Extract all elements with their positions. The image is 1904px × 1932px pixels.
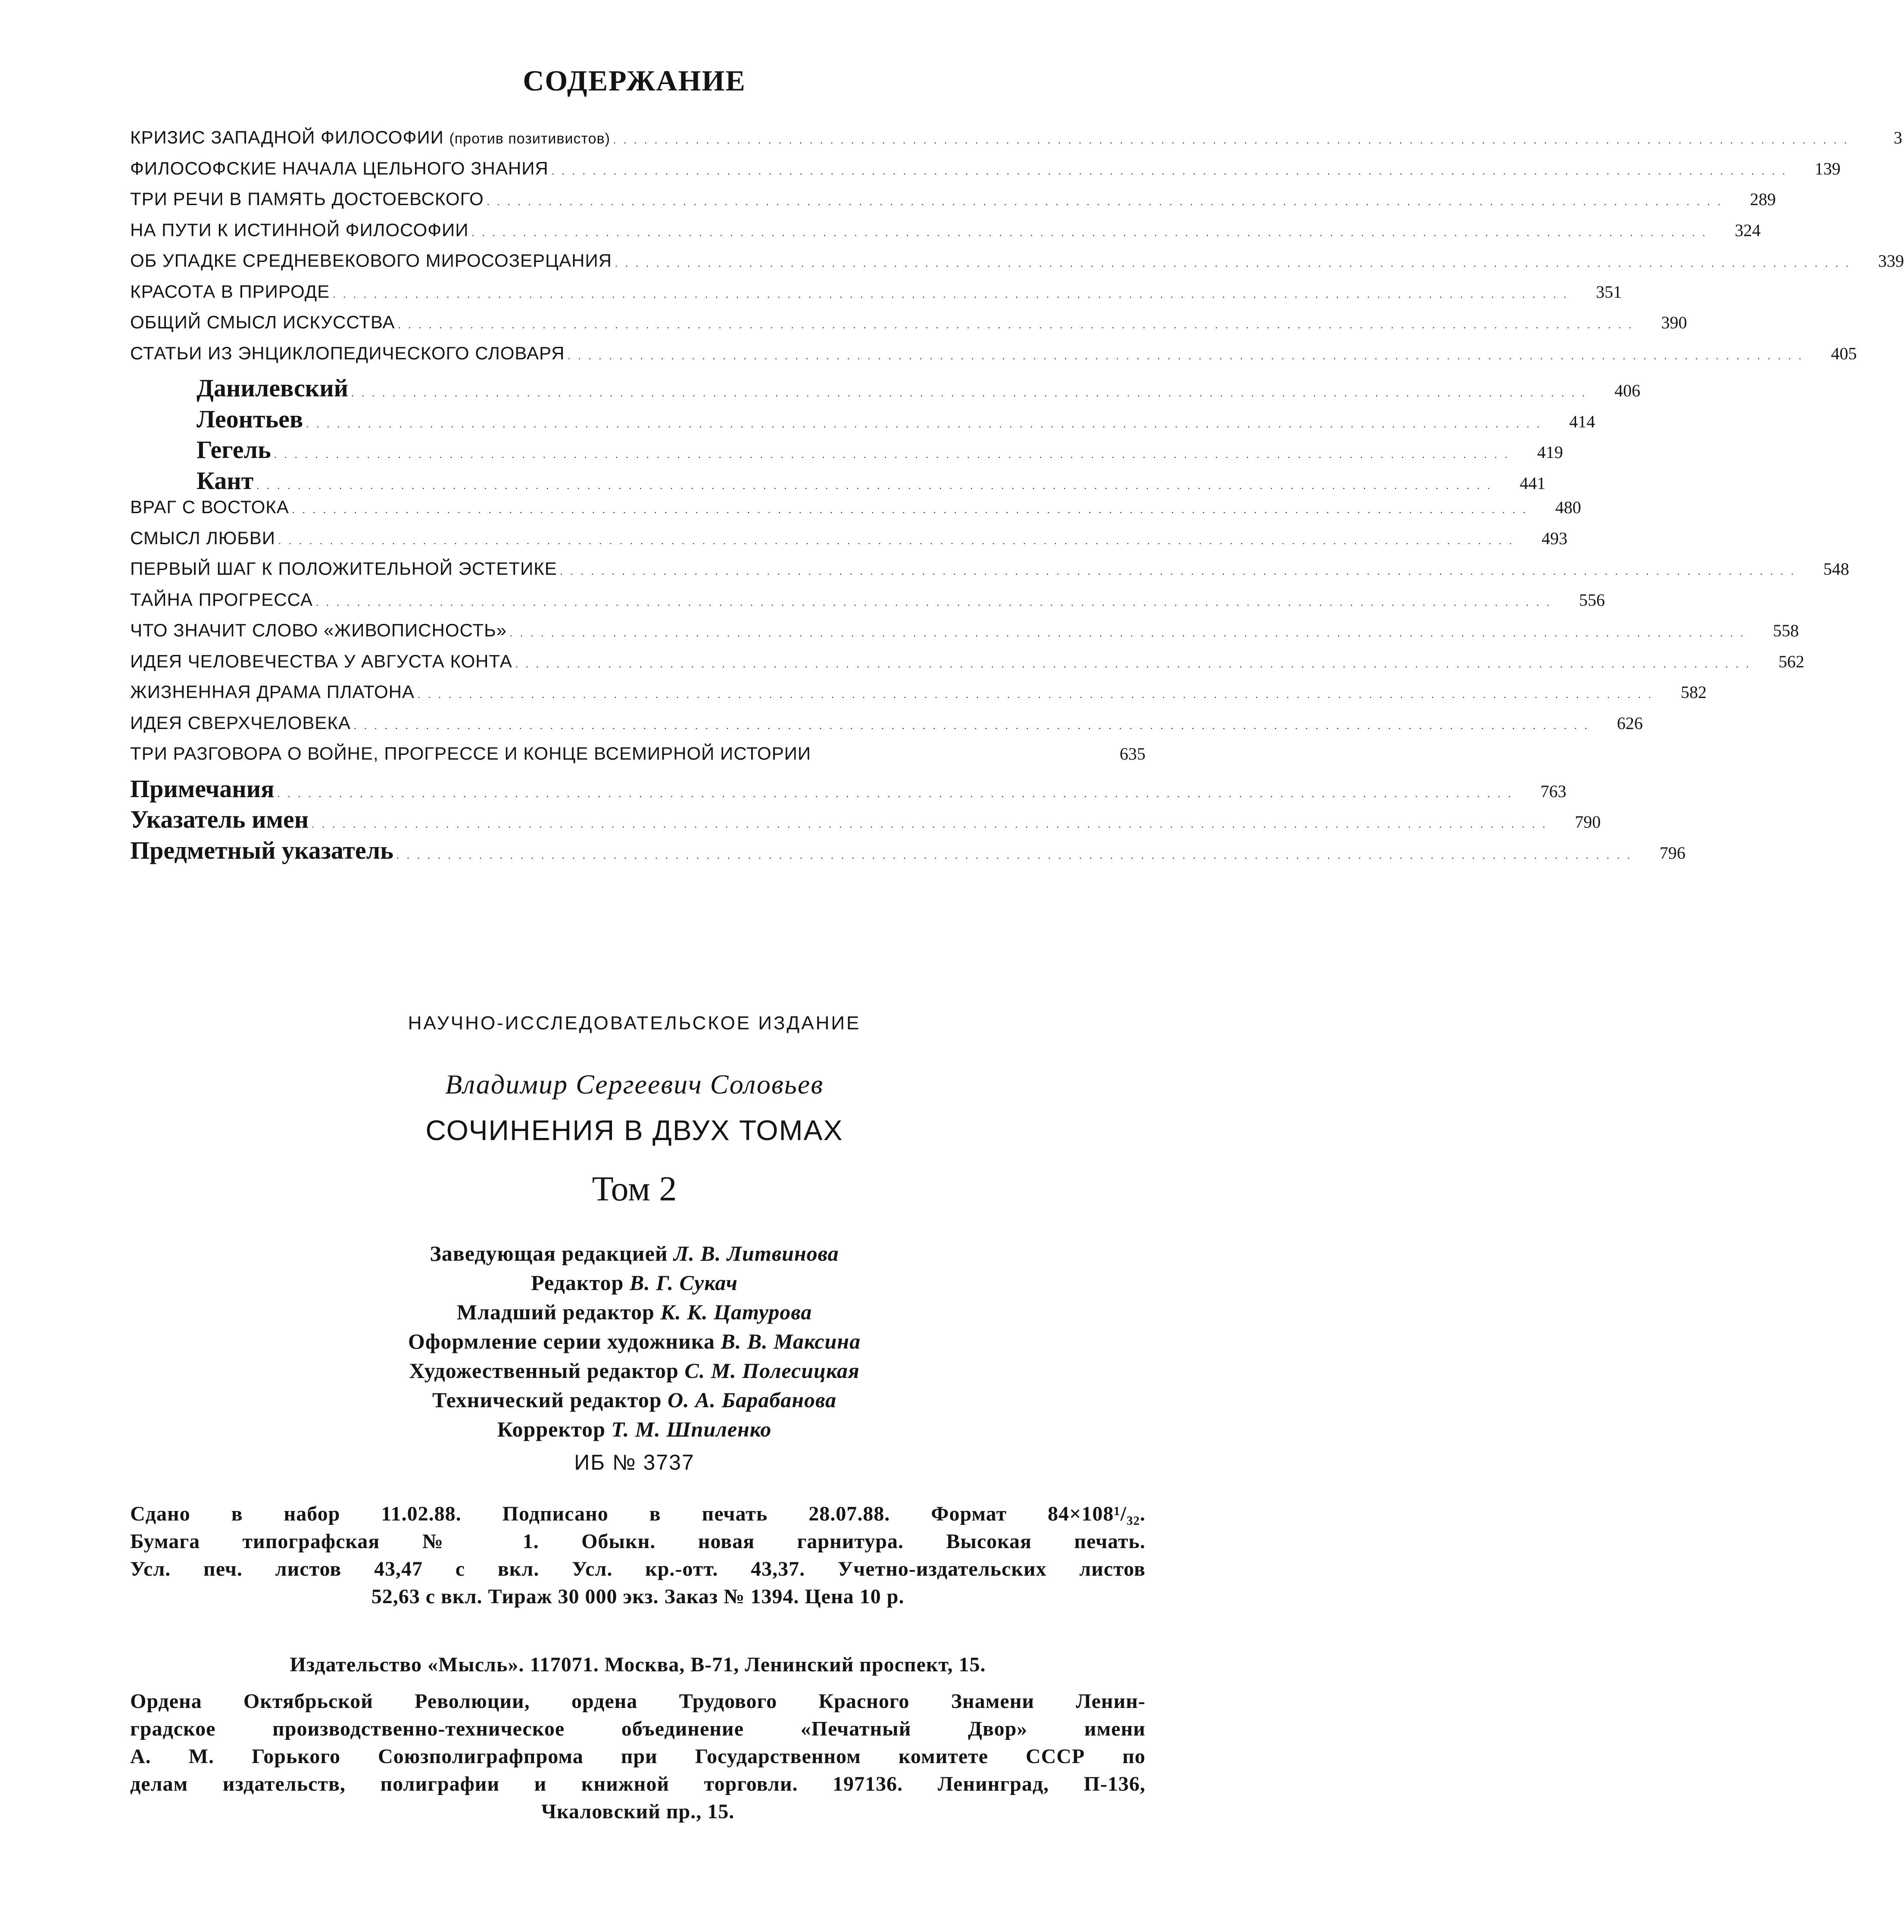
toc-page-number: 414 (1569, 411, 1595, 431)
credit-line (0, 1415, 1269, 1444)
toc-entry-title (130, 312, 395, 333)
volume-label: Том 2 (592, 1169, 677, 1208)
specs-line: 52,63 с вкл. Тираж 30 000 экз. Заказ № 1394. Цена 10 р. (371, 1585, 905, 1608)
toc-entry-label: Гегель (197, 436, 271, 464)
credit-role: Редактор (531, 1271, 624, 1295)
toc-entry-title (130, 127, 610, 148)
toc-entry-title (130, 250, 612, 271)
toc-entry (130, 589, 1605, 620)
toc-entry-label: КРАСОТА В ПРИРОДЕ (130, 281, 330, 302)
printer-line: делам издательств, полиграфии и книжной торговли. 197136. Ленинград, П-136, (130, 1773, 1146, 1795)
toc-entry (130, 620, 1799, 651)
toc-entry (130, 682, 1707, 713)
toc-entry (130, 405, 1595, 436)
toc-entry-title (130, 836, 393, 865)
toc-entry-title (130, 497, 289, 517)
dot-leader: ........................................................................................................................ (278, 791, 1519, 799)
toc-page-number: 390 (1661, 313, 1687, 332)
toc-entry-label: ИДЕЯ СВЕРХЧЕЛОВЕКА (130, 712, 351, 733)
dot-leader: ........................................................................................................................ (487, 199, 1729, 207)
toc-entry-label: Предметный указатель (130, 836, 393, 864)
toc-entry-label: ФИЛОСОФСКИЕ НАЧАЛА ЦЕЛЬНОГО ЗНАНИЯ (130, 158, 549, 178)
toc-entry-label: ЧТО ЗНАЧИТ СЛОВО «ЖИВОПИСНОСТЬ» (130, 620, 507, 640)
toc-entry-label: ОБ УПАДКЕ СРЕДНЕВЕКОВОГО МИРОСОЗЕРЦАНИЯ (130, 250, 612, 271)
credit-name: К. К. Цатурова (660, 1300, 812, 1324)
toc-entry-label: ЖИЗНЕННАЯ ДРАМА ПЛАТОНА (130, 682, 415, 702)
toc-entry-title (130, 374, 348, 402)
dot-leader: ........................................................................................................................ (615, 261, 1857, 268)
toc-entry (130, 805, 1601, 836)
toc-page-number: 635 (1120, 744, 1146, 763)
credit-line (0, 1268, 1269, 1297)
dot-leader: ........................................................................................................................ (257, 483, 1498, 491)
toc-page-number: 289 (1750, 190, 1776, 209)
toc-page-number: 419 (1537, 442, 1563, 462)
toc-entry-title (130, 589, 313, 610)
credit-role: Заведующая редакцией (430, 1241, 668, 1265)
print-specs (130, 1500, 1146, 1611)
toc-entry-title (130, 466, 253, 495)
toc-entry-label: ОБЩИЙ СМЫСЛ ИСКУССТВА (130, 312, 395, 332)
printer-info (130, 1688, 1146, 1826)
toc-entry (130, 189, 1776, 220)
credit-name: С. М. Полесицкая (684, 1359, 860, 1383)
toc-title: СОДЕРЖАНИЕ (523, 64, 746, 97)
dot-leader: ........................................................................................................................ (278, 538, 1520, 546)
dot-leader: ........................................................................................................................ (552, 168, 1793, 176)
toc-entry (130, 774, 1567, 805)
toc-entry (130, 743, 1146, 774)
toc-entry-label: КРИЗИС ЗАПАДНОЙ ФИЛОСОФИИ (130, 127, 444, 147)
toc-entry-title (130, 281, 330, 302)
toc-page-number: 351 (1596, 282, 1622, 302)
dot-leader: ........................................................................................................................ (333, 292, 1575, 299)
toc-entry-title (130, 682, 415, 702)
toc-entry-title (130, 158, 549, 179)
credit-line (0, 1327, 1269, 1356)
dot-leader: ........................................................................................................................ (515, 661, 1757, 669)
toc-page-number: 626 (1617, 713, 1643, 733)
credit-name: В. В. Максина (721, 1329, 861, 1353)
credit-role: Оформление серии художника (408, 1329, 715, 1353)
author-name: Владимир Сергеевич Соловьев (445, 1069, 824, 1100)
toc-entry-title (130, 774, 275, 803)
dot-leader: ........................................................................................................................ (418, 692, 1659, 700)
credit-name: Т. М. Шпиленко (611, 1417, 772, 1441)
toc-entry (130, 558, 1849, 589)
toc-entry (130, 374, 1641, 405)
toc-page-number: 441 (1520, 473, 1546, 493)
toc-entry-label: ИДЕЯ ЧЕЛОВЕЧЕСТВА У АВГУСТА КОНТА (130, 651, 512, 671)
toc-entry-title (130, 189, 484, 209)
toc-entry (130, 219, 1761, 251)
toc-entry-label: ТАЙНА ПРОГРЕССА (130, 589, 313, 610)
toc-page-number: 339 (1878, 251, 1904, 271)
credit-role: Корректор (497, 1417, 606, 1441)
toc-entry-label: ПЕРВЫЙ ШАГ К ПОЛОЖИТЕЛЬНОЙ ЭСТЕТИКЕ (130, 558, 557, 579)
printer-line: Ордена Октябрьской Революции, ордена Трудового Красного Знамени Ленин- (130, 1690, 1146, 1713)
toc-page-number: 763 (1540, 781, 1567, 801)
dot-leader: ........................................................................................................................ (472, 230, 1714, 238)
toc-entry (130, 312, 1687, 343)
toc-entry (130, 127, 1902, 158)
printer-line: градское производственно-техническое объединение «Печатный Двор» имени (130, 1717, 1146, 1740)
toc-page-number: 562 (1778, 651, 1804, 671)
toc-entry-title (130, 220, 468, 240)
toc-page-number: 405 (1831, 343, 1857, 363)
credit-role: Художественный редактор (409, 1359, 679, 1383)
toc-entry-label: СМЫСЛ ЛЮБВИ (130, 527, 275, 548)
toc-page-number: 548 (1823, 559, 1849, 579)
toc-entry (130, 343, 1857, 374)
toc-entry (130, 250, 1904, 281)
toc-page-number: 480 (1555, 498, 1581, 517)
credit-line (0, 1385, 1269, 1415)
dot-leader: ........................................................................................................................ (510, 631, 1751, 638)
toc-entry (130, 712, 1643, 744)
edition-type: НАУЧНО-ИССЛЕДОВАТЕЛЬСКОЕ ИЗДАНИЕ (408, 1013, 861, 1034)
toc-page-number: 406 (1614, 381, 1641, 400)
toc-page-number: 3 (1893, 128, 1902, 147)
specs-line: Сдано в набор 11.02.88. Подписано в печать 28.07.88. Формат 84×108¹/₃₂. (130, 1502, 1146, 1525)
toc-entry-title (130, 343, 565, 364)
credit-role: Технический редактор (432, 1388, 662, 1412)
toc-entry (130, 158, 1841, 189)
dot-leader: ........................................................................................................................ (568, 353, 1810, 361)
printer-line: А. М. Горького Союзполиграфпрома при Государственном комитете СССР по (130, 1745, 1146, 1768)
toc-entry-note: (против позитивистов) (449, 131, 610, 147)
publisher-line: Издательство «Мысль». 117071. Москва, В-71, Ленинский проспект, 15. (290, 1653, 986, 1676)
toc-page-number: 493 (1541, 528, 1567, 548)
specs-line: Бумага типографская № 1. Обыкн. новая гарнитура. Высокая печать. (130, 1530, 1146, 1553)
credit-line (0, 1356, 1269, 1385)
dot-leader: ........................................................................................................................ (292, 508, 1534, 515)
credit-name: О. А. Барабанова (668, 1388, 837, 1412)
toc-entry (130, 281, 1622, 312)
table-of-contents (130, 127, 1904, 866)
credit-line (0, 1297, 1269, 1327)
toc-entry (130, 466, 1546, 497)
work-title: СОЧИНЕНИЯ В ДВУХ ТОМАХ (425, 1114, 843, 1146)
toc-entry-label: ВРАГ С ВОСТОКА (130, 497, 289, 517)
toc-entry (130, 836, 1686, 867)
toc-entry-title (130, 651, 512, 672)
toc-entry-title (130, 528, 275, 548)
credit-line (0, 1239, 1269, 1268)
toc-entry-title (130, 405, 303, 433)
toc-entry (130, 527, 1567, 559)
dot-leader: ........................................................................................................................ (316, 600, 1558, 608)
credit-name: Л. В. Литвинова (674, 1241, 839, 1265)
toc-page-number: 582 (1680, 682, 1707, 702)
toc-entry-label: НА ПУТИ К ИСТИННОЙ ФИЛОСОФИИ (130, 219, 469, 240)
dot-leader: ........................................................................................................................ (398, 323, 1640, 330)
credit-name: В. Г. Сукач (629, 1271, 738, 1295)
ib-number: ИБ № 3737 (574, 1450, 695, 1474)
toc-entry-title (130, 743, 811, 764)
toc-page-number: 796 (1659, 843, 1686, 863)
dot-leader: ........................................................................................................................ (274, 452, 1516, 460)
toc-entry (130, 435, 1563, 466)
dot-leader: ........................................................................................................................ (312, 822, 1554, 829)
toc-entry-label: Примечания (130, 774, 275, 803)
dot-leader: ........................................................................................................................ (306, 421, 1548, 429)
toc-entry (130, 497, 1581, 528)
credits-list (0, 1239, 1269, 1444)
toc-entry-title (130, 620, 507, 641)
dot-leader: ........................................................................................................................ (396, 853, 1638, 860)
toc-entry-label: Указатель имен (130, 805, 309, 833)
toc-page-number: 790 (1575, 812, 1601, 832)
dot-leader: ........................................................................................................................ (560, 569, 1802, 576)
toc-entry-label: Кант (197, 466, 254, 495)
toc-entry-label: ТРИ РЕЧИ В ПАМЯТЬ ДОСТОЕВСКОГО (130, 189, 484, 209)
toc-entry-label: СТАТЬИ ИЗ ЭНЦИКЛОПЕДИЧЕСКОГО СЛОВАРЯ (130, 343, 565, 363)
toc-entry-label: Леонтьев (197, 405, 303, 433)
toc-entry-title (130, 805, 309, 834)
toc-entry-label: ТРИ РАЗГОВОРА О ВОЙНЕ, ПРОГРЕССЕ И КОНЦЕ ВСЕМИРНОЙ ИСТОРИИ (130, 743, 811, 763)
toc-entry-title (130, 558, 557, 579)
toc-entry-title (130, 435, 271, 464)
dot-leader: ........................................................................................................................ (352, 391, 1593, 398)
toc-page-number: 324 (1735, 220, 1761, 240)
toc-page-number: 558 (1773, 621, 1799, 640)
toc-page-number: 556 (1579, 590, 1605, 610)
printer-line: Чкаловский пр., 15. (541, 1800, 735, 1823)
credit-role: Младший редактор (456, 1300, 655, 1324)
toc-entry-label: Данилевский (197, 374, 349, 402)
dot-leader: ........................................................................................................................ (613, 138, 1855, 145)
toc-page-number: 139 (1814, 159, 1841, 178)
toc-entry-title (130, 713, 351, 733)
specs-line: Усл. печ. листов 43,47 с вкл. Усл. кр.-отт. 43,37. Учетно-издательских листов (130, 1558, 1146, 1580)
toc-entry (130, 651, 1804, 682)
dot-leader: ........................................................................................................................ (354, 723, 1595, 731)
